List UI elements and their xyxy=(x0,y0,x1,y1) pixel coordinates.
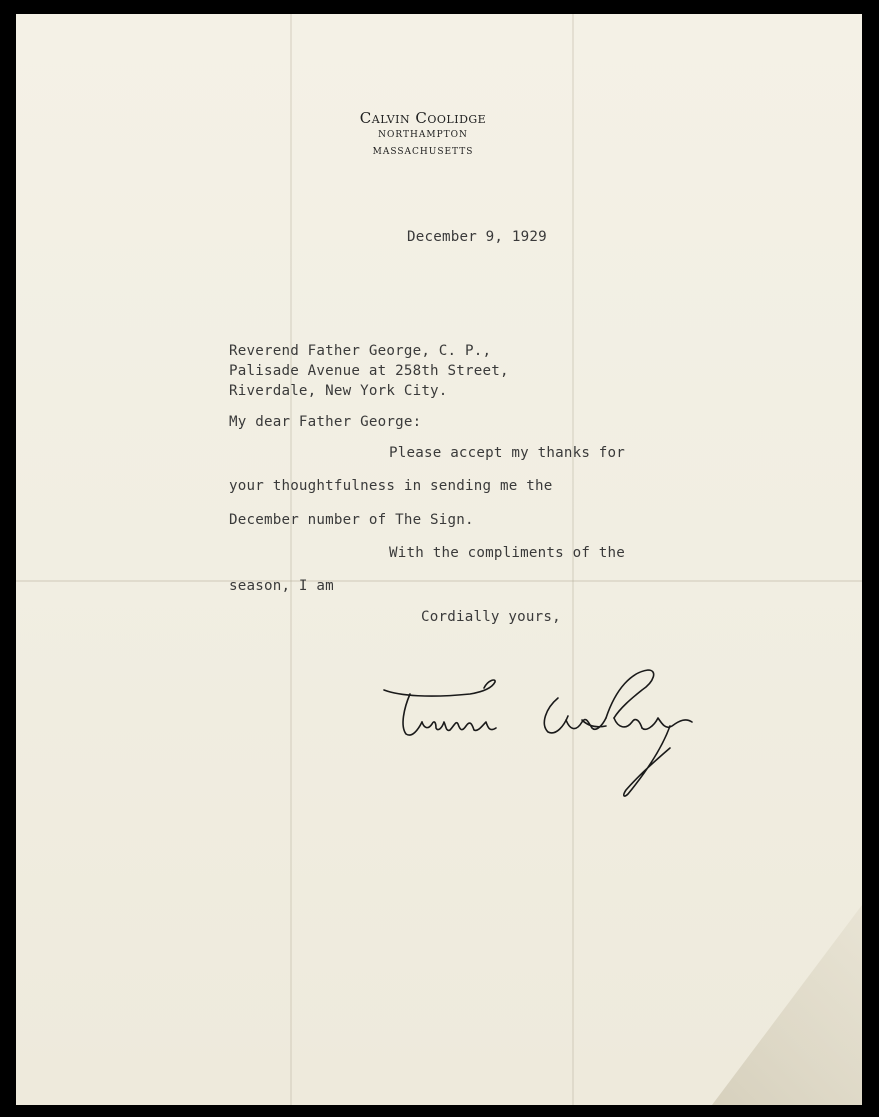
body-line-3: December number of The Sign. xyxy=(229,512,474,528)
letterhead-city: NORTHAMPTON xyxy=(378,130,468,140)
address-line-3: Riverdale, New York City. xyxy=(229,383,448,399)
letterhead-name: Calvin Coolidge xyxy=(359,109,487,127)
body-line-2: your thoughtfulness in sending me the xyxy=(229,478,553,494)
address-line-1: Reverend Father George, C. P., xyxy=(229,343,492,359)
fold-line-vertical-left xyxy=(290,14,292,1105)
folded-corner xyxy=(712,905,862,1105)
letterhead-state: MASSACHUSETTS xyxy=(372,147,474,157)
address-line-2: Palisade Avenue at 258th Street, xyxy=(229,363,509,379)
salutation: My dear Father George: xyxy=(229,414,422,430)
body-line-1: Please accept my thanks for xyxy=(389,445,626,461)
fold-line-horizontal xyxy=(16,580,862,582)
closing: Cordially yours, xyxy=(421,609,561,625)
body-line-4: With the compliments of the xyxy=(389,545,626,561)
body-line-5: season, I am xyxy=(229,578,334,594)
letter-date: December 9, 1929 xyxy=(407,229,547,245)
handwritten-signature xyxy=(370,668,720,808)
